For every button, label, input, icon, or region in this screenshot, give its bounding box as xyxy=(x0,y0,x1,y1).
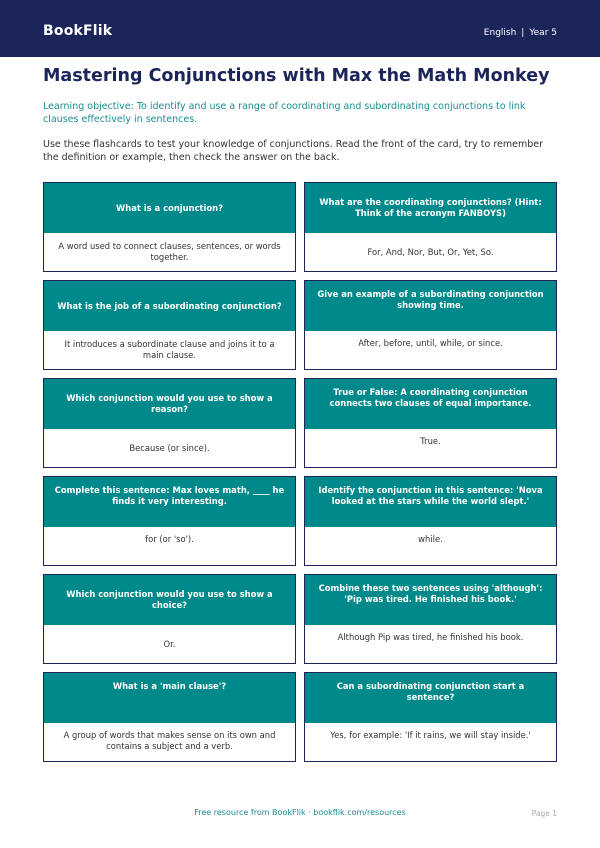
flashcard-grid xyxy=(43,182,557,762)
flashcard[interactable] xyxy=(43,476,296,566)
card-back: After, before, until, while, or since. xyxy=(305,331,556,369)
card-front: Combine these two sentences using 'although': 'Pip was tired. He finished his book.' xyxy=(305,575,556,625)
card-back: Or. xyxy=(44,625,295,663)
card-front: What is a 'main clause'? xyxy=(44,673,295,723)
card-back: Because (or since). xyxy=(44,429,295,467)
flashcard[interactable] xyxy=(304,280,557,370)
flashcard[interactable] xyxy=(43,182,296,272)
card-front: True or False: A coordinating conjunction connects two clauses of equal importance. xyxy=(305,379,556,429)
card-back: A group of words that makes sense on its own and contains a subject and a verb. xyxy=(44,723,295,761)
card-front: Identify the conjunction in this sentence: 'Nova looked at the stars while the world slept.' xyxy=(305,477,556,527)
card-front: Which conjunction would you use to show a reason? xyxy=(44,379,295,429)
intro-text: Use these flashcards to test your knowledge of conjunctions. Read the front of the card, try to remember the definition or example, then check the answer on the back. xyxy=(43,139,544,163)
subject-year-label xyxy=(484,28,557,38)
card-front: Complete this sentence: Max loves math, ____ he finds it very interesting. xyxy=(44,477,295,527)
page-number: Page 1 xyxy=(531,809,557,818)
card-back: while. xyxy=(305,527,556,565)
flashcard[interactable] xyxy=(43,574,296,664)
flashcard[interactable] xyxy=(304,182,557,272)
card-front: Which conjunction would you use to show a choice? xyxy=(44,575,295,625)
card-back: It introduces a subordinate clause and joins it to a main clause. xyxy=(44,331,295,369)
card-front: What are the coordinating conjunctions? (Hint: Think of the acronym FANBOYS) xyxy=(305,183,556,233)
flashcard[interactable] xyxy=(304,476,557,566)
card-front: Give an example of a subordinating conjunction showing time. xyxy=(305,281,556,331)
card-back: for (or 'so'). xyxy=(44,527,295,565)
flashcard[interactable] xyxy=(304,378,557,468)
year-label: Year 5 xyxy=(529,28,557,38)
flashcard[interactable] xyxy=(43,280,296,370)
separator: | xyxy=(521,28,525,38)
subject-label: English xyxy=(483,28,517,38)
card-front: What is a conjunction? xyxy=(44,183,295,233)
flashcard[interactable] xyxy=(43,672,296,762)
flashcard[interactable] xyxy=(304,574,557,664)
card-back: Although Pip was tired, he finished his book. xyxy=(305,625,556,663)
flashcard[interactable] xyxy=(304,672,557,762)
footer-link[interactable]: Free resource from BookFlik · bookflik.com/resources xyxy=(194,808,406,817)
brand-logo[interactable]: BookFlik xyxy=(43,23,113,39)
header-bar xyxy=(0,0,600,57)
card-front: Can a subordinating conjunction start a sentence? xyxy=(305,673,556,723)
card-back: For, And, Nor, But, Or, Yet, So. xyxy=(305,233,556,271)
learning-objective: Learning objective: To identify and use a range of coordinating and subordinating conjunctions to link clauses effectively in sentences. xyxy=(43,101,526,125)
card-back: A word used to connect clauses, sentences, or words together. xyxy=(44,233,295,271)
card-back: Yes, for example: 'If it rains, we will stay inside.' xyxy=(305,723,556,761)
flashcard[interactable] xyxy=(43,378,296,468)
card-back: True. xyxy=(305,429,556,467)
page-title: Mastering Conjunctions with Max the Math Monkey xyxy=(43,66,550,86)
card-front: What is the job of a subordinating conjunction? xyxy=(44,281,295,331)
